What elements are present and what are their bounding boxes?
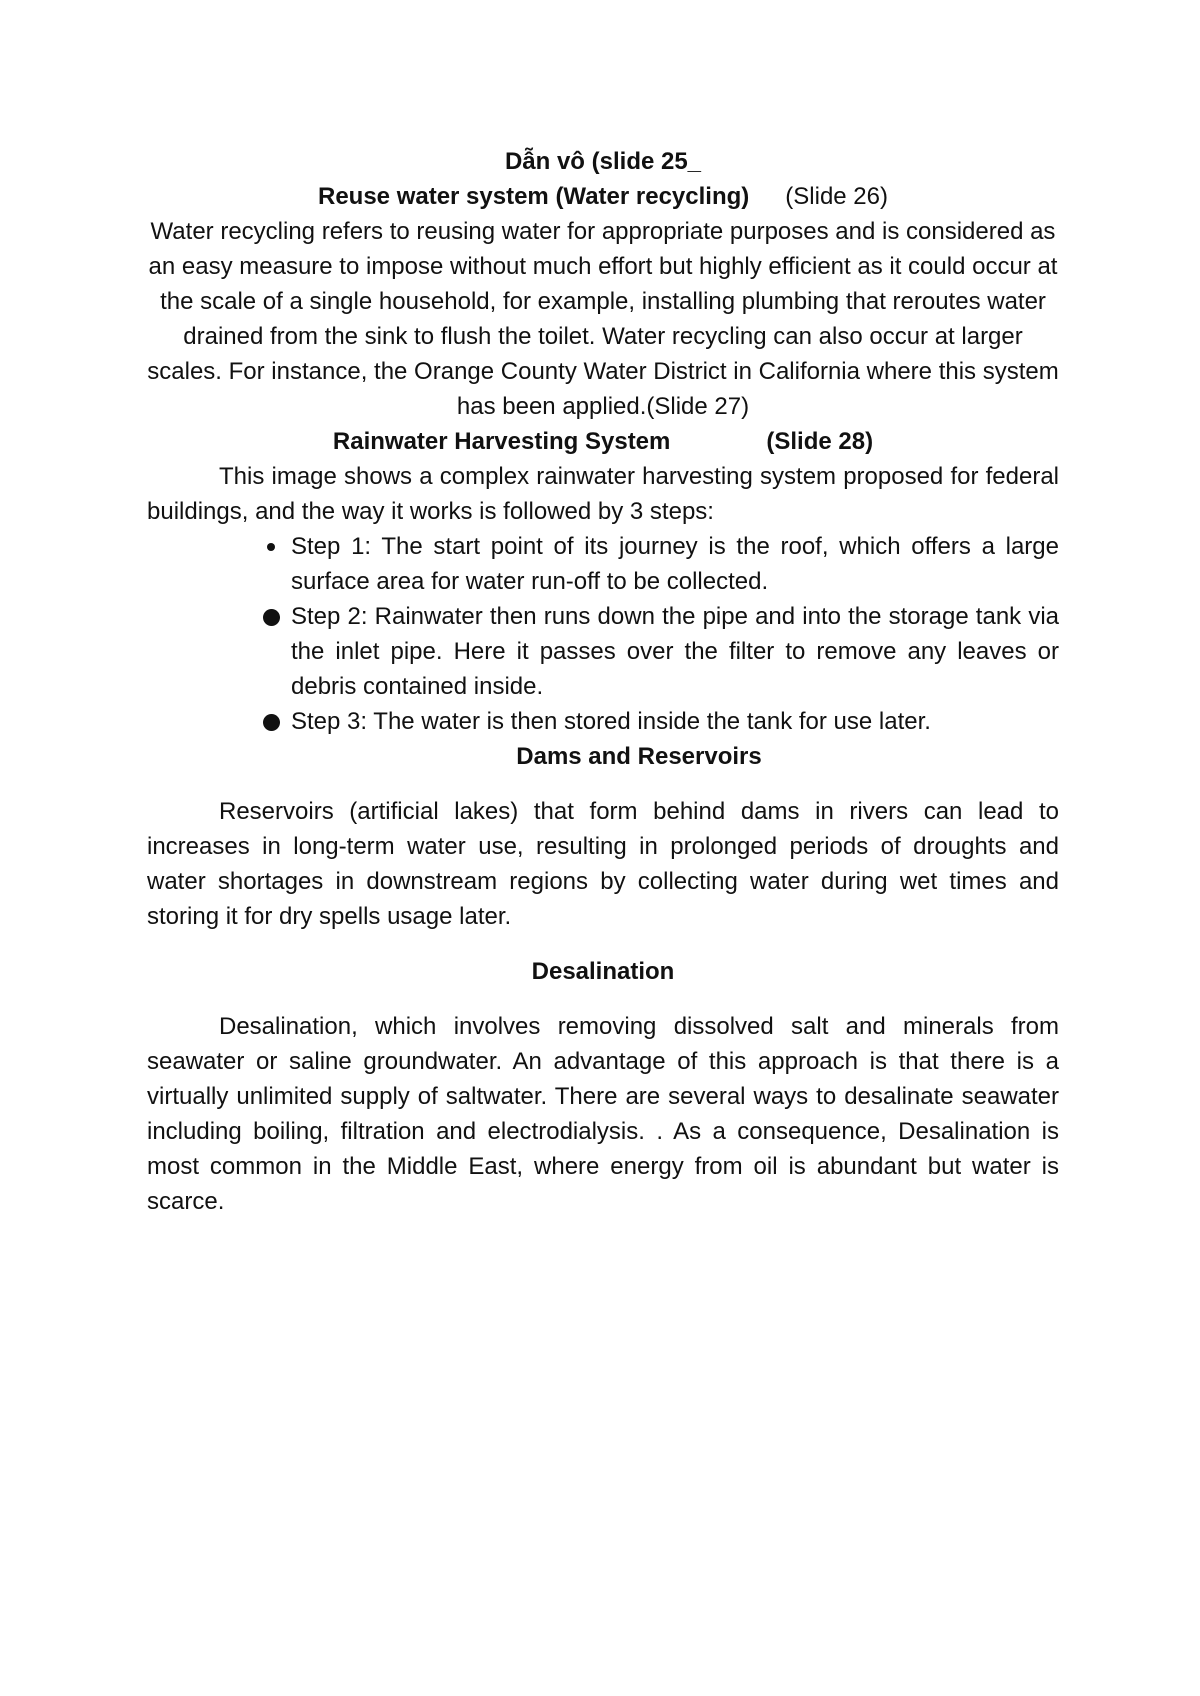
desalination-heading: Desalination [531, 958, 675, 985]
step-text: Step 3: The water is then stored inside the tank for use later. [291, 708, 931, 735]
rainwater-intro-paragraph: This image shows a complex rainwater harvesting system proposed for federal buildings, and the way it works is followed by 3 steps: [147, 463, 1059, 525]
document-page [147, 144, 1059, 1219]
list-item [291, 599, 1059, 704]
water-recycling-paragraph: Water recycling refers to reusing water for appropriate purposes and is considered as an easy measure to impose without much effort but highly efficient as it could occur at the scale of a single household, for example, installing plumbing that reroutes water drained from the sink to flush the toilet. Water recycling can also occur at larger scales. For instance, the Orange County Water District in California where this system has been applied.(Slide 27) [147, 218, 1059, 420]
reuse-water-heading [147, 179, 1059, 214]
desalination-paragraph: Desalination, which involves removing dissolved salt and minerals from seawater or saline groundwater. An advantage of this approach is that there is a virtually unlimited supply of saltwater. There are several ways to desalinate seawater including boiling, filtration and electrodialysis. . As a consequence, Desalination is most common in the Middle East, where energy from oil is abundant but water is scarce. [147, 1013, 1059, 1215]
step-text: Step 1: The start point of its journey is the roof, which offers a large surface area for water run-off to be collected. [291, 533, 1059, 595]
reuse-water-heading-text: Reuse water system (Water recycling) [317, 183, 750, 210]
dams-heading: Dams and Reservoirs [516, 743, 762, 770]
intro-slide-title: Dẫn vô (slide 25_ [504, 148, 702, 175]
rainwater-slide-ref: (Slide 28) [766, 428, 874, 455]
list-item [291, 704, 1059, 739]
list-item [291, 529, 1059, 599]
reuse-water-slide-ref: (Slide 26) [785, 183, 888, 210]
rainwater-heading-text: Rainwater Harvesting System [332, 428, 671, 455]
rainwater-heading [147, 424, 1059, 459]
dams-paragraph: Reservoirs (artificial lakes) that form behind dams in rivers can lead to increases in long-term water use, resulting in prolonged periods of droughts and water shortages in downstream regions by collecting water during wet times and storing it for dry spells usage later. [147, 798, 1059, 930]
step-text: Step 2: Rainwater then runs down the pipe and into the storage tank via the inlet pipe. Here it passes over the filter to remove any leaves or debris contained inside. [291, 603, 1059, 700]
rainwater-steps-list [147, 529, 1059, 739]
